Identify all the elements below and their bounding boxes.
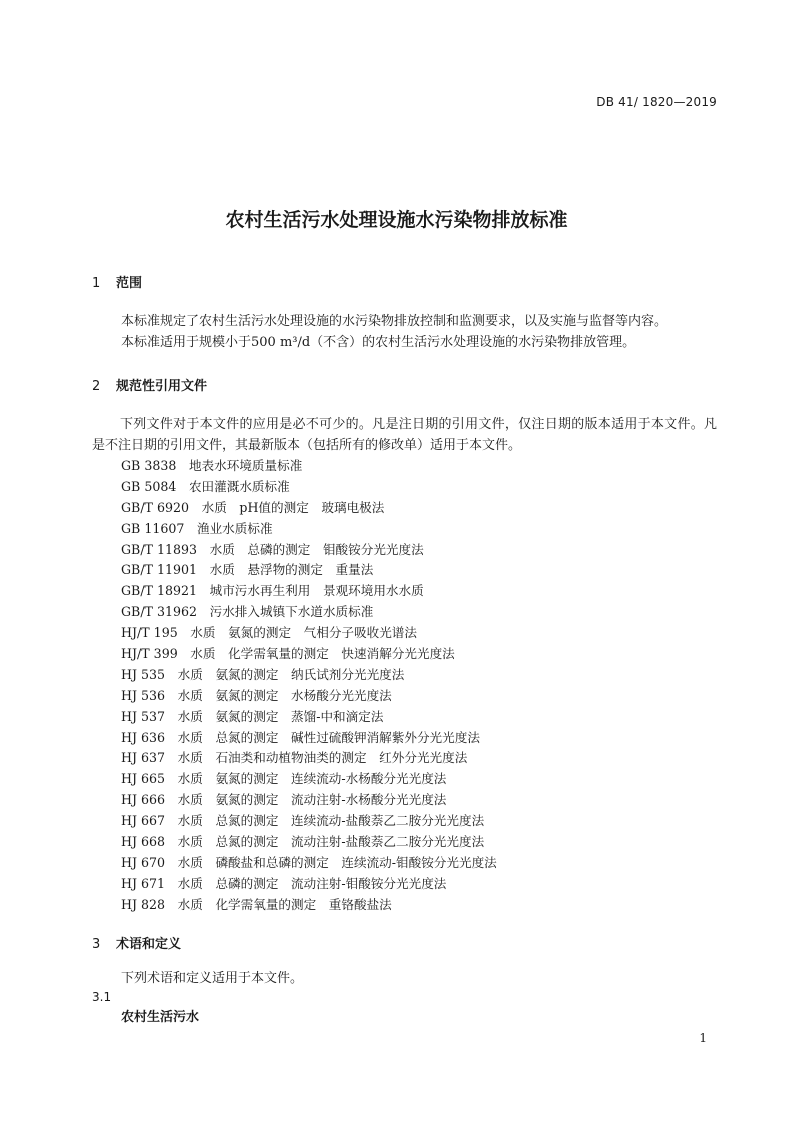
- section-number: 3: [92, 937, 101, 952]
- term-name: 农村生活污水: [121, 1010, 200, 1025]
- section-3-heading: [92, 933, 181, 952]
- reference-item: HJ 535 水质 氨氮的测定 纳氏试剂分光光度法: [121, 666, 405, 682]
- document-title: 农村生活污水处理设施水污染物排放标准: [225, 209, 568, 231]
- references-intro: 下列文件对于本文件的应用是必不可少的。凡是注日期的引用文件，仅注日期的版本适用于本文件。凡是不注日期的引用文件，其最新版本（包括所有的修改单）适用于本文件。: [92, 417, 717, 453]
- section-title: 范围: [116, 276, 143, 291]
- page-number: 1: [699, 1031, 707, 1045]
- reference-item: GB/T 11893 水质 总磷的测定 钼酸铵分光光度法: [121, 541, 424, 557]
- section-2-heading: [92, 375, 207, 394]
- reference-item: HJ 667 水质 总氮的测定 连续流动-盐酸萘乙二胺分光光度法: [121, 813, 485, 829]
- terms-intro: 下列术语和定义适用于本文件。: [121, 971, 304, 986]
- section-1-heading: [92, 272, 142, 291]
- reference-item: HJ 671 水质 总磷的测定 流动注射-钼酸铵分光光度法: [121, 875, 447, 891]
- reference-item: HJ/T 399 水质 化学需氧量的测定 快速消解分光光度法: [121, 646, 455, 662]
- reference-item: HJ 537 水质 氨氮的测定 蒸馏-中和滴定法: [121, 708, 384, 724]
- reference-item: HJ 636 水质 总氮的测定 碱性过硫酸钾消解紫外分光光度法: [121, 729, 480, 745]
- reference-item: GB/T 6920 水质 pH值的测定 玻璃电极法: [121, 499, 385, 515]
- reference-item: HJ 670 水质 磷酸盐和总磷的测定 连续流动-钼酸铵分光光度法: [121, 854, 497, 870]
- scope-paragraph-2: 本标准适用于规模小于500 m³/d（不含）的农村生活污水处理设施的水污染物排放管理。: [121, 335, 636, 350]
- section-number: 1: [92, 276, 101, 291]
- reference-item: GB 3838 地表水环境质量标准: [121, 458, 303, 473]
- reference-item: HJ/T 195 水质 氨氮的测定 气相分子吸收光谱法: [121, 625, 417, 641]
- reference-item: GB/T 11901 水质 悬浮物的测定 重量法: [121, 562, 374, 578]
- reference-item: HJ 665 水质 氨氮的测定 连续流动-水杨酸分光光度法: [121, 771, 447, 787]
- reference-item: HJ 536 水质 氨氮的测定 水杨酸分光光度法: [121, 687, 392, 703]
- reference-item: HJ 666 水质 氨氮的测定 流动注射-水杨酸分光光度法: [121, 792, 447, 808]
- reference-item: GB 5084 农田灌溉水质标准: [121, 478, 290, 494]
- term-number: 3.1: [92, 990, 112, 1004]
- reference-item: HJ 668 水质 总氮的测定 流动注射-盐酸萘乙二胺分光光度法: [121, 834, 485, 850]
- reference-item: HJ 828 水质 化学需氧量的测定 重铬酸盐法: [121, 896, 392, 912]
- standard-id: DB 41/ 1820—2019: [596, 95, 717, 109]
- scope-paragraph-1: 本标准规定了农村生活污水处理设施的水污染物排放控制和监测要求，以及实施与监督等内容。: [121, 314, 668, 329]
- reference-list: [121, 456, 497, 916]
- section-number: 2: [92, 379, 101, 394]
- section-title: 术语和定义: [116, 937, 182, 952]
- section-title: 规范性引用文件: [116, 379, 208, 394]
- reference-item: HJ 637 水质 石油类和动植物油类的测定 红外分光光度法: [121, 750, 468, 766]
- reference-item: GB/T 31962 污水排入城镇下水道水质标准: [121, 604, 374, 620]
- reference-item: GB/T 18921 城市污水再生利用 景观环境用水水质: [121, 583, 424, 599]
- reference-item: GB 11607 渔业水质标准: [121, 520, 273, 536]
